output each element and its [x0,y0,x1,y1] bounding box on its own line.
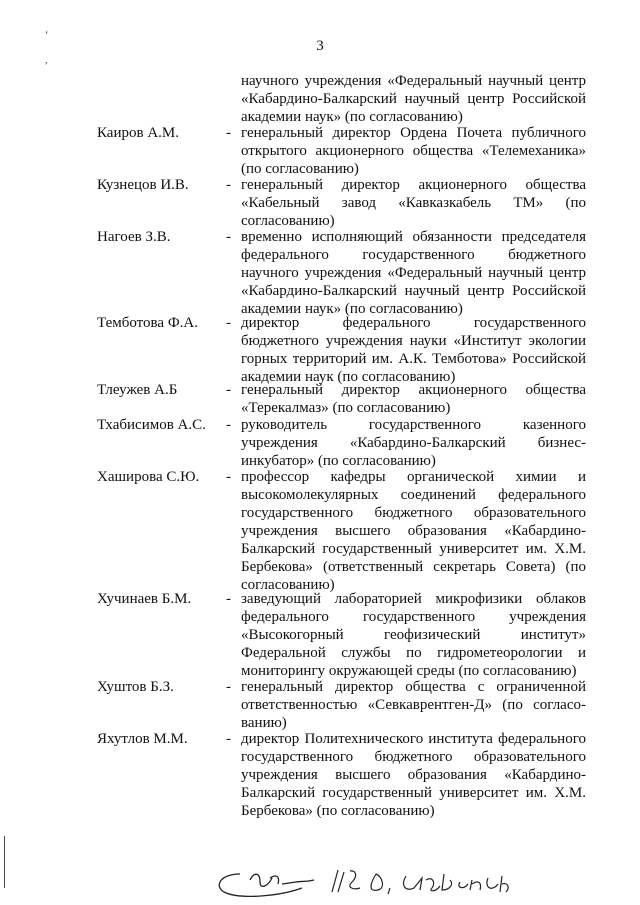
signature-flourish [219,874,314,896]
member-position: генеральный директор Ордена Почета публичного открытого акционерного общества «Телемеханика» (по согласованию) [241,125,586,177]
entry-dash: - [226,679,231,695]
member-name: Хуштов Б.З. [97,679,174,695]
member-position: профессор кафедры органической химии и высокомолекулярных соединений федерального государственного бюджетного образовательного учреждения высшего образования «Кабардино-Балкарский государственный университет им. Х.М. Бербекова» (ответственный секретарь Совета) (по согласованию) [241,469,586,593]
member-name: Нагоев З.В. [97,229,171,245]
entry-dash: - [226,177,231,193]
member-name: Тлеужев А.Б [97,382,178,398]
page-number: 3 [316,38,324,54]
member-name: Хаширова С.Ю. [97,469,200,485]
entry-dash: - [226,382,231,398]
entry-dash: - [226,731,231,747]
member-name: Яхутлов М.М. [97,731,188,747]
member-name: Хучинаев Б.М. [97,591,192,607]
member-name: Каиров А.М. [97,125,179,141]
member-name: Кузнецов И.В. [97,177,189,193]
member-position: руководитель государственного казенного учреждения «Кабардино-Балкарский бизнес-инкубатор» (по согласованию) [241,417,586,469]
intro-text: научного учреждения «Федеральный научный центр «Кабардино-Балкарский научный центр Российской академии наук» (по согласованию) [241,73,586,125]
entry-dash: - [226,417,231,433]
entry-dash: - [226,229,231,245]
margin-line [4,836,5,888]
signature-surname [404,874,509,892]
entry-dash: - [226,125,231,141]
entry-dash: - [226,315,231,331]
entry-dash: - [226,469,231,485]
member-name: Тхабисимов А.С. [97,417,206,433]
entry-dash: - [226,591,231,607]
margin-mark-icon: , [45,55,48,66]
member-position: генеральный директор общества с ограниченной ответственностью «Севкаврентген-Д» (по согласо-ванию) [241,679,586,731]
signature-initials [332,870,390,894]
member-position: заведующий лабораторией микрофизики облаков федерального государственного учреждения «Высокогорный геофизический институт» Федеральной службы по гидрометеорологии и мониторингу окружающей среды (по согласованию) [241,591,586,679]
handwritten-signature [210,862,530,902]
member-name: Темботова Ф.А. [97,315,199,331]
member-position: генеральный директор акционерного общества «Терекалмаз» (по согласованию) [241,382,586,416]
member-position: директор Политехнического института федерального государственного бюджетного образовательного учреждения высшего образования «Кабардино-Балкарский государственный университет им. Х.М. Бербекова» (по согласованию) [241,731,586,819]
member-position: генеральный директор акционерного общества «Кабельный завод «Кавказкабель ТМ» (по согласованию) [241,177,586,229]
member-position: директор федерального государственного бюджетного учреждения науки «Институт экологии горных территорий им. А.К. Темботова» Российской академии наук (по согласованию) [241,315,586,385]
margin-mark-icon: ‘ [45,30,49,41]
member-position: временно исполняющий обязанности председателя федерального государственного бюджетного научного учреждения «Федеральный научный центр «Кабардино-Балкарский научный центр Российской академии наук» (по согласованию) [241,229,586,317]
